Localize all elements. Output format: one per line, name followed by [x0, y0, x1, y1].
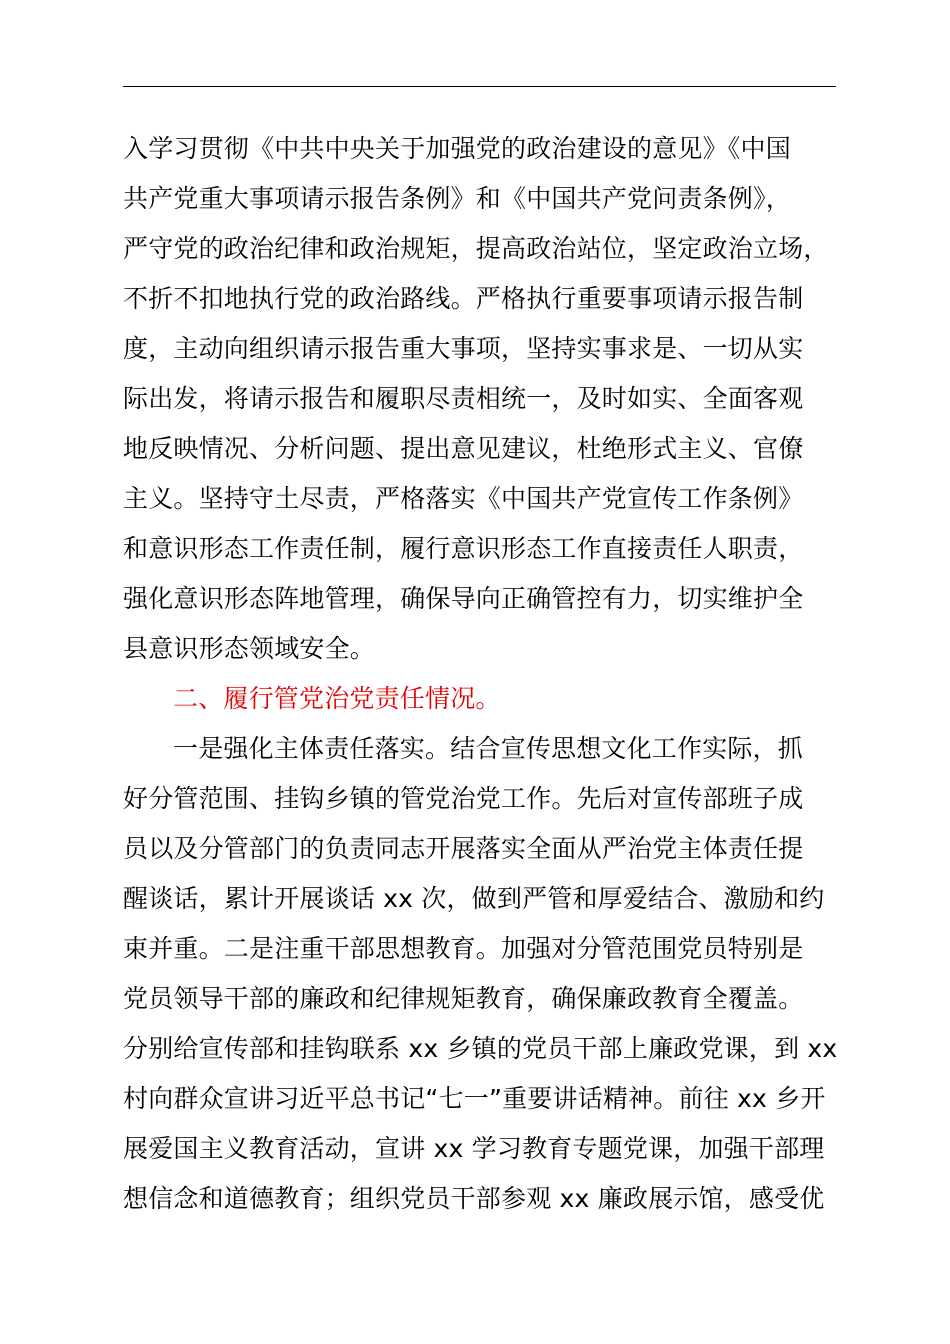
body-line-14: 好分管范围、挂钩乡镇的管党治党工作。先后对宣传部班子成 — [123, 784, 804, 813]
body-line-1: 入学习贯彻《中共中央关于加强党的政治建设的意见》《中国 — [123, 134, 791, 163]
body-line-10: 强化意识形态阵地管理，确保导向正确管控有力，切实维护全 — [123, 584, 804, 613]
body-line-6: 际出发，将请示报告和履职尽责相统一，及时如实、全面客观 — [123, 384, 804, 413]
body-line-7: 地反映情况、分析问题、提出意见建议，杜绝形式主义、官僚 — [123, 434, 804, 463]
body-line-15: 员以及分管部门的负责同志开展落实全面从严治党主体责任提 — [123, 834, 804, 863]
body-line-9: 和意识形态工作责任制，履行意识形态工作直接责任人职责， — [123, 534, 804, 563]
section-heading: 二、履行管党治党责任情况。 — [173, 684, 501, 713]
body-line-21: 展爱国主义教育活动，宣讲 xx 学习教育专题党课，加强干部理 — [123, 1134, 825, 1163]
body-line-22: 想信念和道德教育；组织党员干部参观 xx 廉政展示馆，感受优 — [123, 1184, 825, 1213]
body-line-3: 严守党的政治纪律和政治规矩，提高政治站位，坚定政治立场， — [123, 234, 829, 263]
header-rule — [123, 86, 836, 87]
body-line-18: 党员领导干部的廉政和纪律规矩教育，确保廉政教育全覆盖。 — [123, 984, 804, 1013]
document-body — [123, 124, 843, 1224]
body-line-2: 共产党重大事项请示报告条例》和《中国共产党问责条例》， — [123, 184, 791, 213]
body-line-8: 主义。坚持守土尽责，严格落实《中国共产党宣传工作条例》 — [123, 484, 804, 513]
body-line-20: 村向群众宣讲习近平总书记“七一”重要讲话精神。前往 xx 乡开 — [123, 1084, 826, 1113]
body-line-19: 分别给宣传部和挂钩联系 xx 乡镇的党员干部上廉政党课，到 xx — [123, 1034, 838, 1063]
body-line-17: 束并重。二是注重干部思想教育。加强对分管范围党员特别是 — [123, 934, 804, 963]
body-line-11: 县意识形态领域安全。 — [123, 634, 376, 663]
paragraph-start-line: 一是强化主体责任落实。结合宣传思想文化工作实际，抓 — [173, 734, 804, 763]
body-line-4: 不折不扣地执行党的政治路线。严格执行重要事项请示报告制 — [123, 284, 804, 313]
body-line-16: 醒谈话，累计开展谈话 xx 次，做到严管和厚爱结合、激励和约 — [123, 884, 825, 913]
body-line-5: 度，主动向组织请示报告重大事项，坚持实事求是、一切从实 — [123, 334, 804, 363]
